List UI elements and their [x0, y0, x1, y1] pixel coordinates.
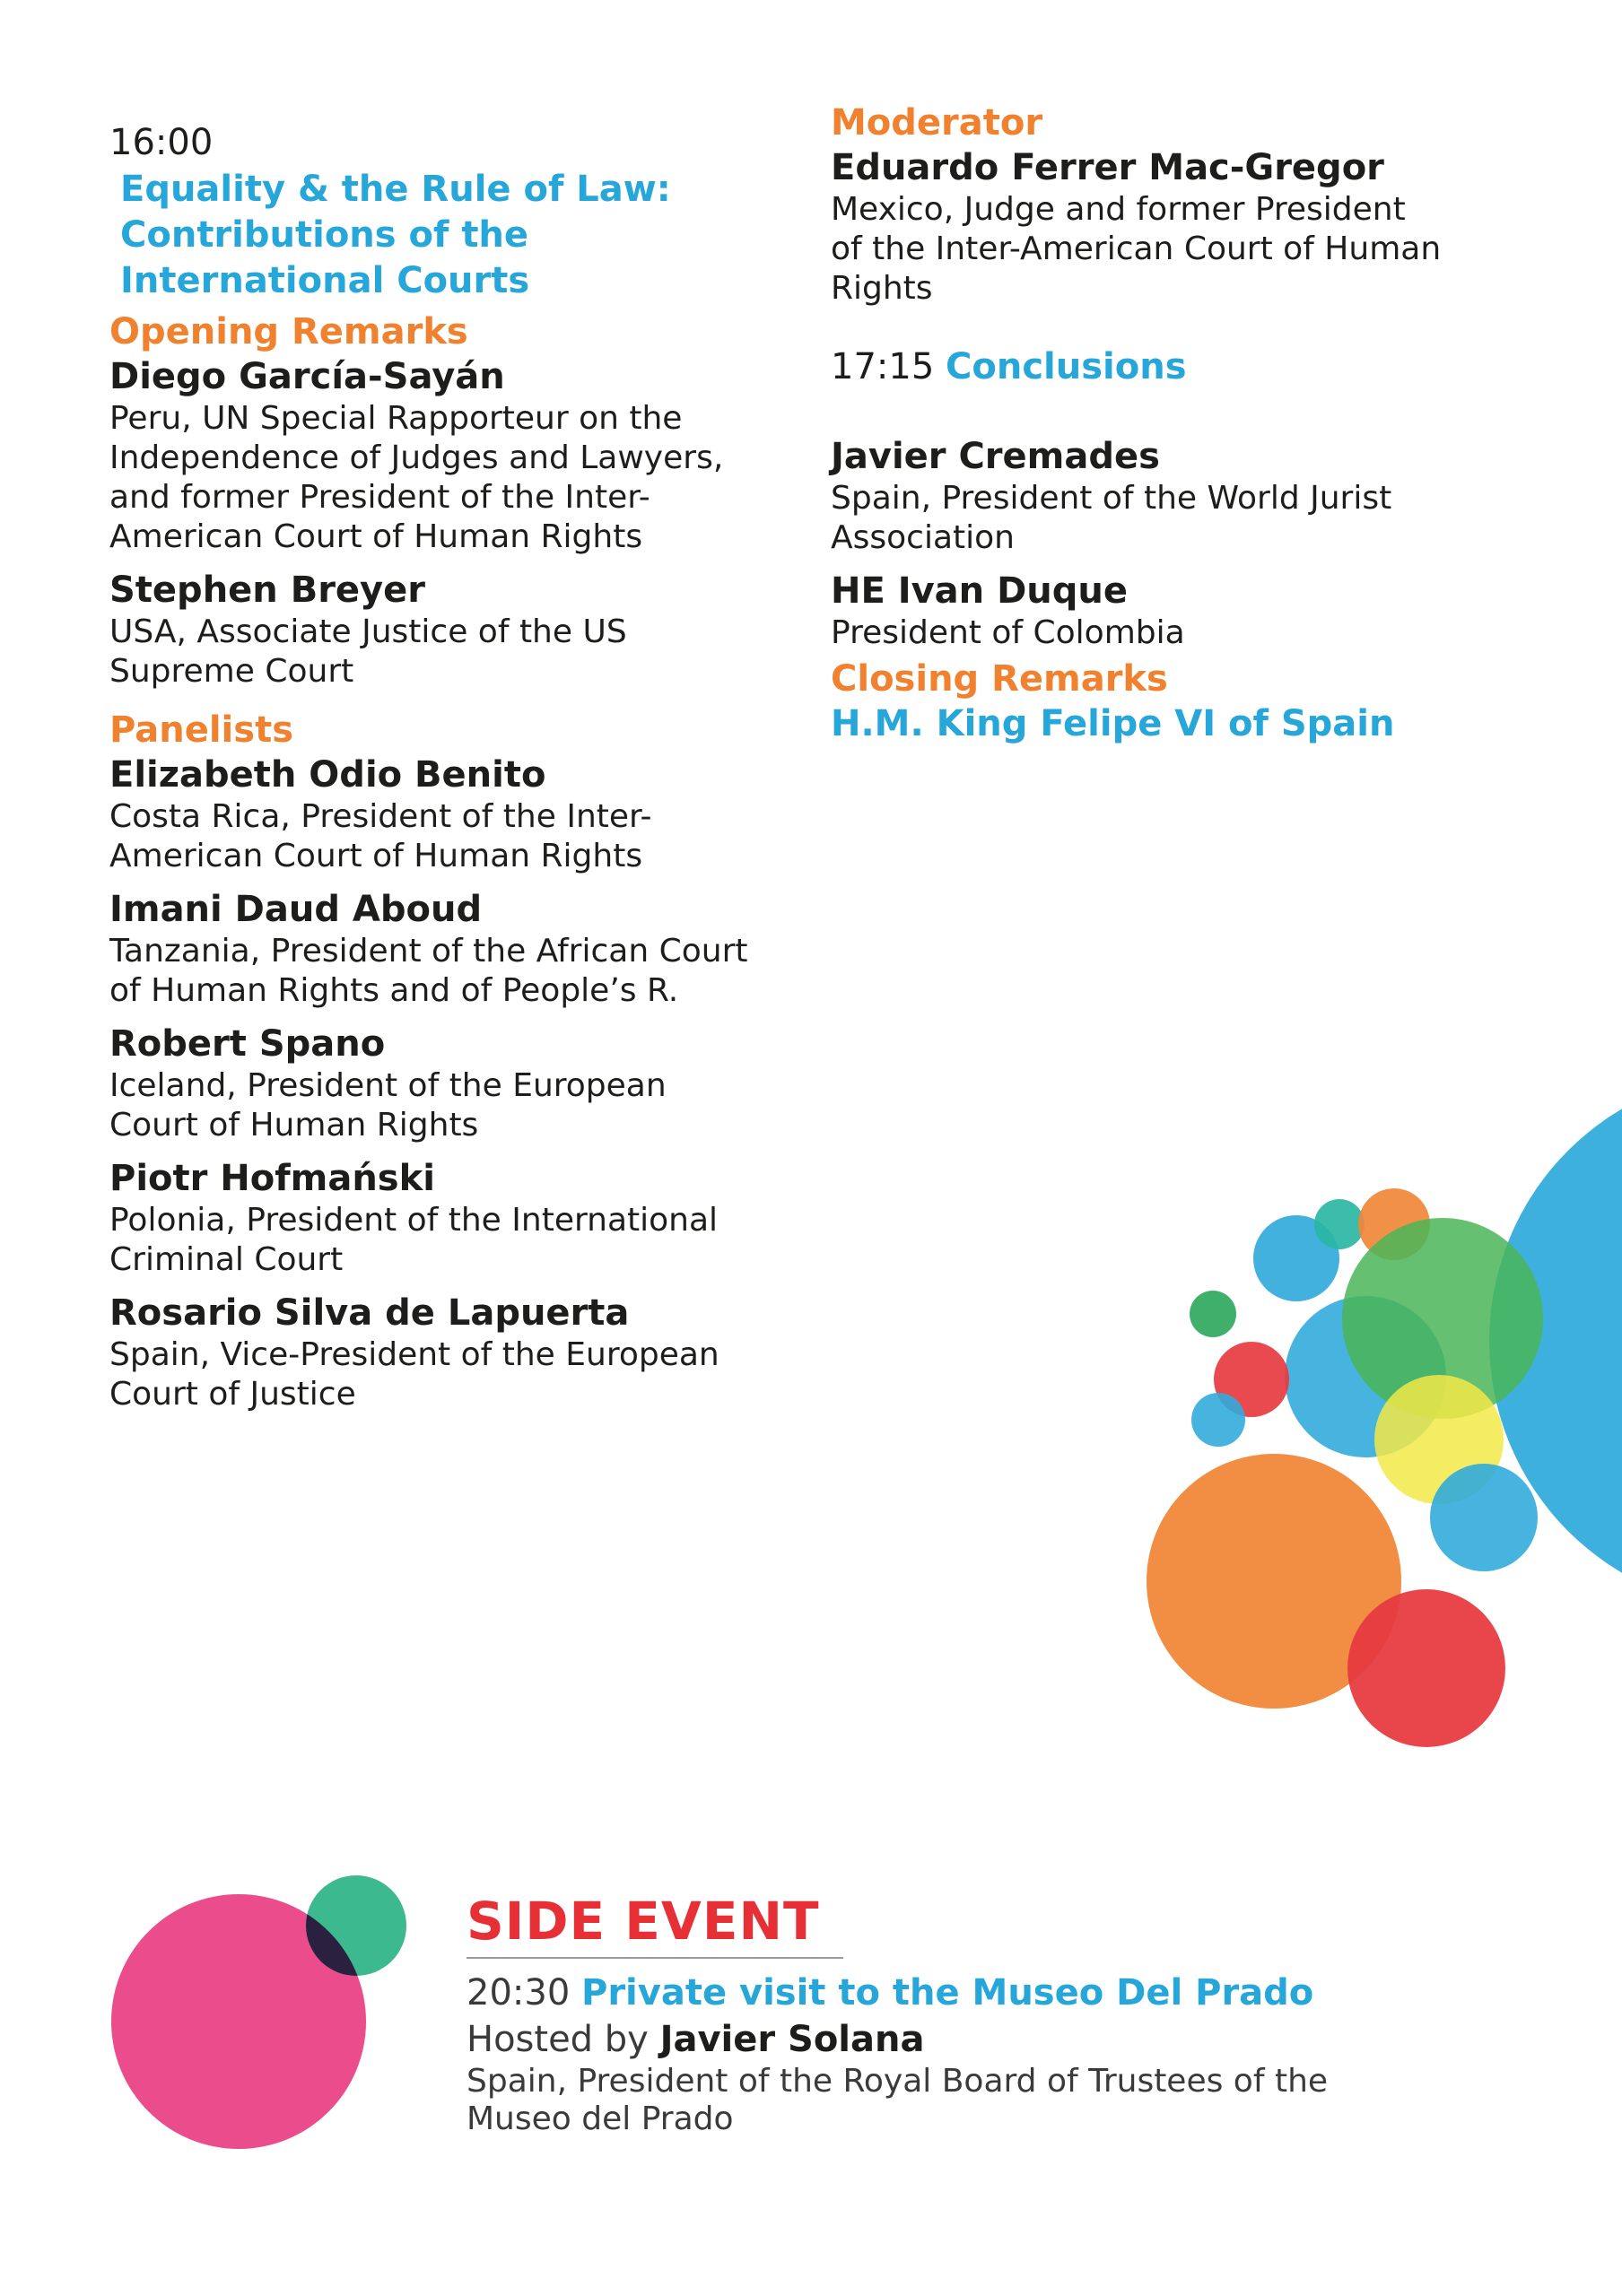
closing-remarks-heading: Closing Remarks: [831, 658, 1168, 700]
session-title-line: Contributions of the: [120, 214, 529, 256]
bubble-pink: [111, 1894, 366, 2149]
panelist-role-line: of Human Rights and of People’s R.: [109, 972, 679, 1009]
side-event-host-line: [467, 2016, 1543, 2063]
panelist-role-line: Spain, Vice-President of the European: [109, 1336, 719, 1373]
moderator-name: Eduardo Ferrer Mac-Gregor: [831, 147, 1384, 188]
moderator-role-line: Mexico, Judge and former President: [831, 191, 1406, 228]
bubble-teal-green: [306, 1875, 406, 1976]
side-event-time: 20:30: [467, 1972, 571, 2013]
side-event-visit: Private visit to the Museo Del Prado: [581, 1972, 1314, 2013]
conclusions-line: [831, 344, 1530, 389]
panelist-hofmanski: [109, 1156, 809, 1280]
panelist-role-line: Criminal Court: [109, 1241, 344, 1278]
panelist-aboud: [109, 887, 809, 1011]
opening-remarks-heading: Opening Remarks: [109, 311, 468, 352]
panelist-name: Robert Spano: [109, 1023, 386, 1065]
bubble-red-large: [1347, 1589, 1505, 1747]
speaker-role-line: President of Colombia: [831, 614, 1185, 651]
conclusions-time: 17:15: [831, 346, 935, 387]
closing-speaker: H.M. King Felipe VI of Spain: [831, 703, 1395, 744]
bubble-orange-small: [1358, 1188, 1430, 1260]
speaker-role-line: Supreme Court: [109, 653, 354, 690]
panelist-name: Rosario Silva de Lapuerta: [109, 1292, 630, 1334]
side-event-section: [467, 1891, 1543, 2138]
bubble-overlap: [306, 1875, 406, 1976]
panelist-name: Elizabeth Odio Benito: [109, 754, 546, 796]
side-event-visit-line: [467, 1970, 1543, 2016]
bubble-blue: [1253, 1215, 1339, 1301]
host-role-line: Spain, President of the Royal Board of Trustees of the: [467, 2063, 1329, 2100]
speaker-name: HE Ivan Duque: [831, 570, 1128, 612]
session-time: 16:00: [109, 122, 214, 163]
hosted-by-label: Hosted by: [467, 2019, 649, 2060]
bubble-blue-tiny: [1191, 1393, 1245, 1447]
right-column: [831, 100, 1530, 746]
bubble-teal: [1314, 1199, 1365, 1249]
host-name: Javier Solana: [659, 2019, 925, 2060]
bubble-blue-mid: [1285, 1296, 1446, 1457]
panelist-role-line: Iceland, President of the European: [109, 1067, 667, 1104]
moderator-role-line: of the Inter-American Court of Human: [831, 230, 1442, 267]
speaker-role-line: Spain, President of the World Jurist: [831, 480, 1392, 517]
speaker-role-line: Association: [831, 519, 1015, 556]
panelist-role-line: Costa Rica, President of the Inter-: [109, 798, 652, 835]
bubble-green-small: [1190, 1291, 1236, 1337]
speaker-breyer: [109, 568, 809, 691]
panelist-role-line: Polonia, President of the International: [109, 1202, 719, 1239]
session-title: [120, 167, 809, 304]
moderator-role-line: Rights: [831, 270, 933, 307]
bubble-blue-right: [1430, 1464, 1538, 1571]
bubble-green-large: [1342, 1218, 1543, 1419]
panelist-spano: [109, 1022, 809, 1145]
speaker-role-line: and former President of the Inter-: [109, 479, 650, 516]
panelists-heading: Panelists: [109, 709, 293, 751]
speaker-name: Javier Cremades: [831, 436, 1160, 477]
host-role-line: Museo del Prado: [467, 2100, 734, 2137]
speaker-garcia-sayan: [109, 354, 809, 557]
bubble-orange-large: [1147, 1454, 1401, 1709]
speaker-role-line: Peru, UN Special Rapporteur on the: [109, 400, 683, 437]
left-column: [109, 120, 809, 1425]
panelist-silva-de-lapuerta: [109, 1291, 809, 1414]
session-title-line: Equality & the Rule of Law:: [120, 169, 671, 210]
session-title-line: International Courts: [120, 260, 530, 301]
panelist-role-line: Court of Justice: [109, 1376, 356, 1413]
speaker-duque: [831, 569, 1530, 653]
bubble-yellow: [1374, 1375, 1504, 1504]
conclusions-label: Conclusions: [946, 346, 1187, 387]
panelist-odio-benito: [109, 752, 809, 876]
panelist-role-line: American Court of Human Rights: [109, 838, 643, 874]
moderator-heading: Moderator: [831, 102, 1043, 144]
side-event-divider: [467, 1957, 843, 1959]
speaker-name: Stephen Breyer: [109, 570, 425, 611]
speaker-name: Diego García-Sayán: [109, 356, 505, 397]
speaker-role-line: Independence of Judges and Lawyers,: [109, 439, 724, 476]
side-event-title: SIDE EVENT: [467, 1891, 820, 1952]
moderator-block: [831, 145, 1530, 309]
panelist-name: Piotr Hofmański: [109, 1158, 435, 1199]
panelist-name: Imani Daud Aboud: [109, 889, 483, 930]
bubble-red-small: [1214, 1342, 1289, 1417]
speaker-role-line: USA, Associate Justice of the US: [109, 613, 627, 650]
speaker-cremades: [831, 434, 1530, 558]
bubble-large-blue: [1489, 1072, 1622, 1610]
panelist-role-line: Tanzania, President of the African Court: [109, 933, 748, 970]
speaker-role-line: American Court of Human Rights: [109, 518, 643, 555]
panelist-role-line: Court of Human Rights: [109, 1107, 479, 1144]
